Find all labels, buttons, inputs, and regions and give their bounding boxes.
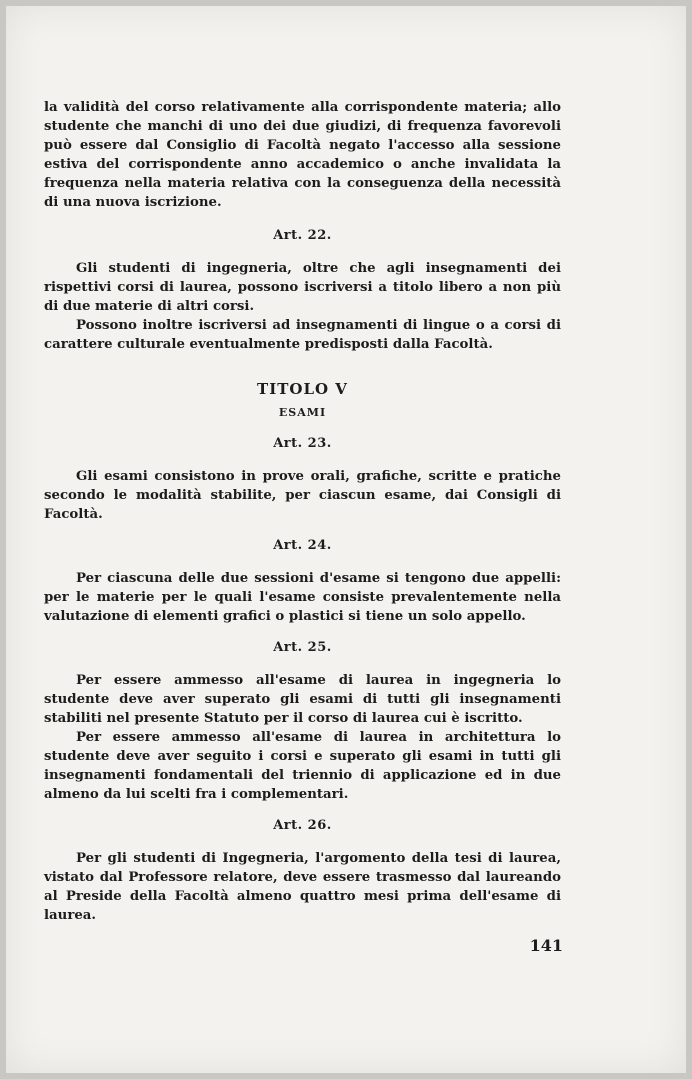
art-22-paragraph-1: Gli studenti di ingegneria, oltre che agli insegnamenti dei rispettivi corsi di laurea, possono iscriversi a titolo libero a non più di due materie di altri corsi.: [44, 261, 561, 314]
art-25-heading: Art. 25.: [273, 640, 332, 655]
intro-paragraph: la validità del corso relativamente alla corrispondente materia; allo studente che manchi di uno dei due giudizi, di frequenza favorevoli può essere dal Consiglio di Facoltà negato l'accesso alla sessione estiva del corrispondente anno accademico o anche invalidata la frequenza nella materia relativa con la conseguenza della necessità di una nuova iscrizione.: [44, 100, 561, 210]
titolo-heading: TITOLO V: [257, 380, 348, 398]
page-text: [44, 98, 561, 925]
page-number: 141: [529, 936, 563, 955]
art-22-heading: Art. 22.: [273, 228, 332, 243]
art-22-paragraph-2: Possono inoltre iscriversi ad insegnamenti di lingue o a corsi di carattere culturale eventualmente predisposti dalla Facoltà.: [44, 318, 561, 352]
art-25-paragraph-2: Per essere ammesso all'esame di laurea in architettura lo studente deve aver seguito i corsi e superato gli esami in tutti gli insegnamenti fondamentali del triennio di applicazione ed in due almeno da lui scelti fra i complementari.: [44, 730, 561, 802]
book-page: [6, 6, 686, 1073]
art-25-paragraph-1: Per essere ammesso all'esame di laurea in ingegneria lo studente deve aver superato gli esami di tutti gli insegnamenti stabiliti nel presente Statuto per il corso di laurea cui è iscritto.: [44, 673, 561, 726]
art-23-heading: Art. 23.: [273, 436, 332, 451]
titolo-subtitle: ESAMI: [278, 406, 327, 419]
art-24-heading: Art. 24.: [273, 538, 332, 553]
art-24-paragraph-1: Per ciascuna delle due sessioni d'esame si tengono due appelli: per le materie per le quali l'esame consiste prevalentemente nella valutazione di elementi grafici o plastici si tiene un solo appello.: [44, 571, 561, 624]
art-26-paragraph-1: Per gli studenti di Ingegneria, l'argomento della tesi di laurea, vistato dal Professore relatore, deve essere trasmesso dal laureando al Preside della Facoltà almeno quattro mesi prima dell'esame di laurea.: [44, 851, 561, 923]
art-26-heading: Art. 26.: [273, 818, 332, 833]
art-23-paragraph-1: Gli esami consistono in prove orali, grafiche, scritte e pratiche secondo le modalità stabilite, per ciascun esame, dai Consigli di Facoltà.: [44, 469, 561, 522]
